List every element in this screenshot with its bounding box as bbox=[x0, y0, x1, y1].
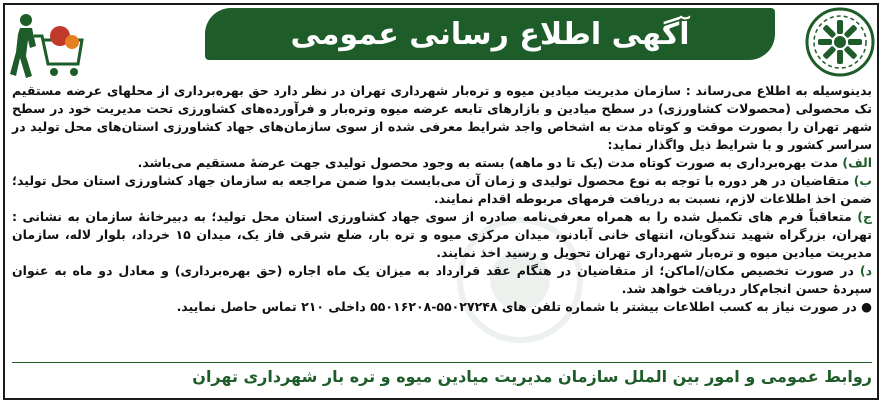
condition-text: متقاضیان در هر دوره با توجه به نوع محصول تولیدی و زمان آن می‌بایست بدوا ضمن مراجعه به سازمان جهاد کشاورزی استان محل تولید؛ ضمن اخذ اطلاعات لازم، نسبت به دریافت فرمهای مربوطه اقدام نمایند. bbox=[12, 173, 872, 206]
condition-label: ج) bbox=[857, 209, 872, 224]
page-title: آگهی اطلاع رسانی عمومی bbox=[290, 16, 690, 52]
tehran-municipality-logo-icon bbox=[804, 6, 876, 78]
intro-paragraph: بدینوسیله به اطلاع می‌رساند : سازمان مدیریت میادین میوه و تره‌بار شهرداری تهران در نظر دارد حق بهره‌برداری از محلهای عرضه مستقیم تک محصولی (محصولات کشاورزی) در سطح میادین و بازارهای تابعه عرضه میوه وتره‌بار و فرآورده‌های کشاورزی تحت مدیریت خود در سطح شهر تهران را بصورت موقت و کوتاه مدت به اشخاص واجد شرایط معرفی شده از سوی سازمان‌های جهاد کشاورزی استان‌های محل تولید در سراسر کشور و با شرایط ذیل واگذار نماید: bbox=[12, 83, 872, 152]
notice-body bbox=[12, 82, 872, 316]
condition-text: در صورت تخصیص مکان/اماکن؛ از متقاضیان در هنگام عقد قرارداد به میزان یک ماه اجاره (حق بهره‌برداری) و معادل دو ماه به عنوان سپردهٔ حسن انجام‌کار دریافت خواهد شد. bbox=[12, 263, 872, 296]
condition-text: متعاقباً فرم های تکمیل شده را به همراه معرفی‌نامه صادره از سوی جهاد کشاورزی استان محل تولید؛ به دبیرخانهٔ سازمان به نشانی : تهران، بزرگراه شهید تندگویان، انتهای خانی آبادنو، میدان مرکزی میوه و تره بار، ضلع شرقی فاز یک، میدان ۱۵ خرداد، بلوار لاله، سازمان مدیریت میادین میوه و تره‌بار شهرداری تهران تحویل و رسید اخذ نمایند. bbox=[12, 209, 872, 260]
header-banner bbox=[205, 8, 775, 60]
condition-label: د) bbox=[859, 263, 872, 278]
condition-item-a bbox=[12, 154, 872, 172]
condition-text: مدت بهره‌برداری به صورت کوتاه مدت (یک تا دو ماهه) بسته به وجود محصول تولیدی جهت عرضهٔ مستقیم می‌باشد. bbox=[137, 155, 839, 170]
contact-line: ● در صورت نیاز به کسب اطلاعات بیشتر با شماره تلفن های ۵۵۰۲۷۲۴۸-۵۵۰۱۶۲۰۸ داخلی ۲۱۰ تماس حاصل نمایید. bbox=[176, 299, 872, 314]
condition-label: الف) bbox=[842, 155, 872, 170]
shopping-cart-person-icon bbox=[10, 12, 84, 80]
condition-item-b bbox=[12, 172, 872, 208]
footer-signature: روابط عمومی و امور بین الملل سازمان مدیریت میادین میوه و تره بار شهرداری تهران bbox=[12, 362, 872, 391]
condition-item-d bbox=[12, 262, 872, 298]
condition-item-c bbox=[12, 208, 872, 262]
condition-label: ب) bbox=[853, 173, 872, 188]
